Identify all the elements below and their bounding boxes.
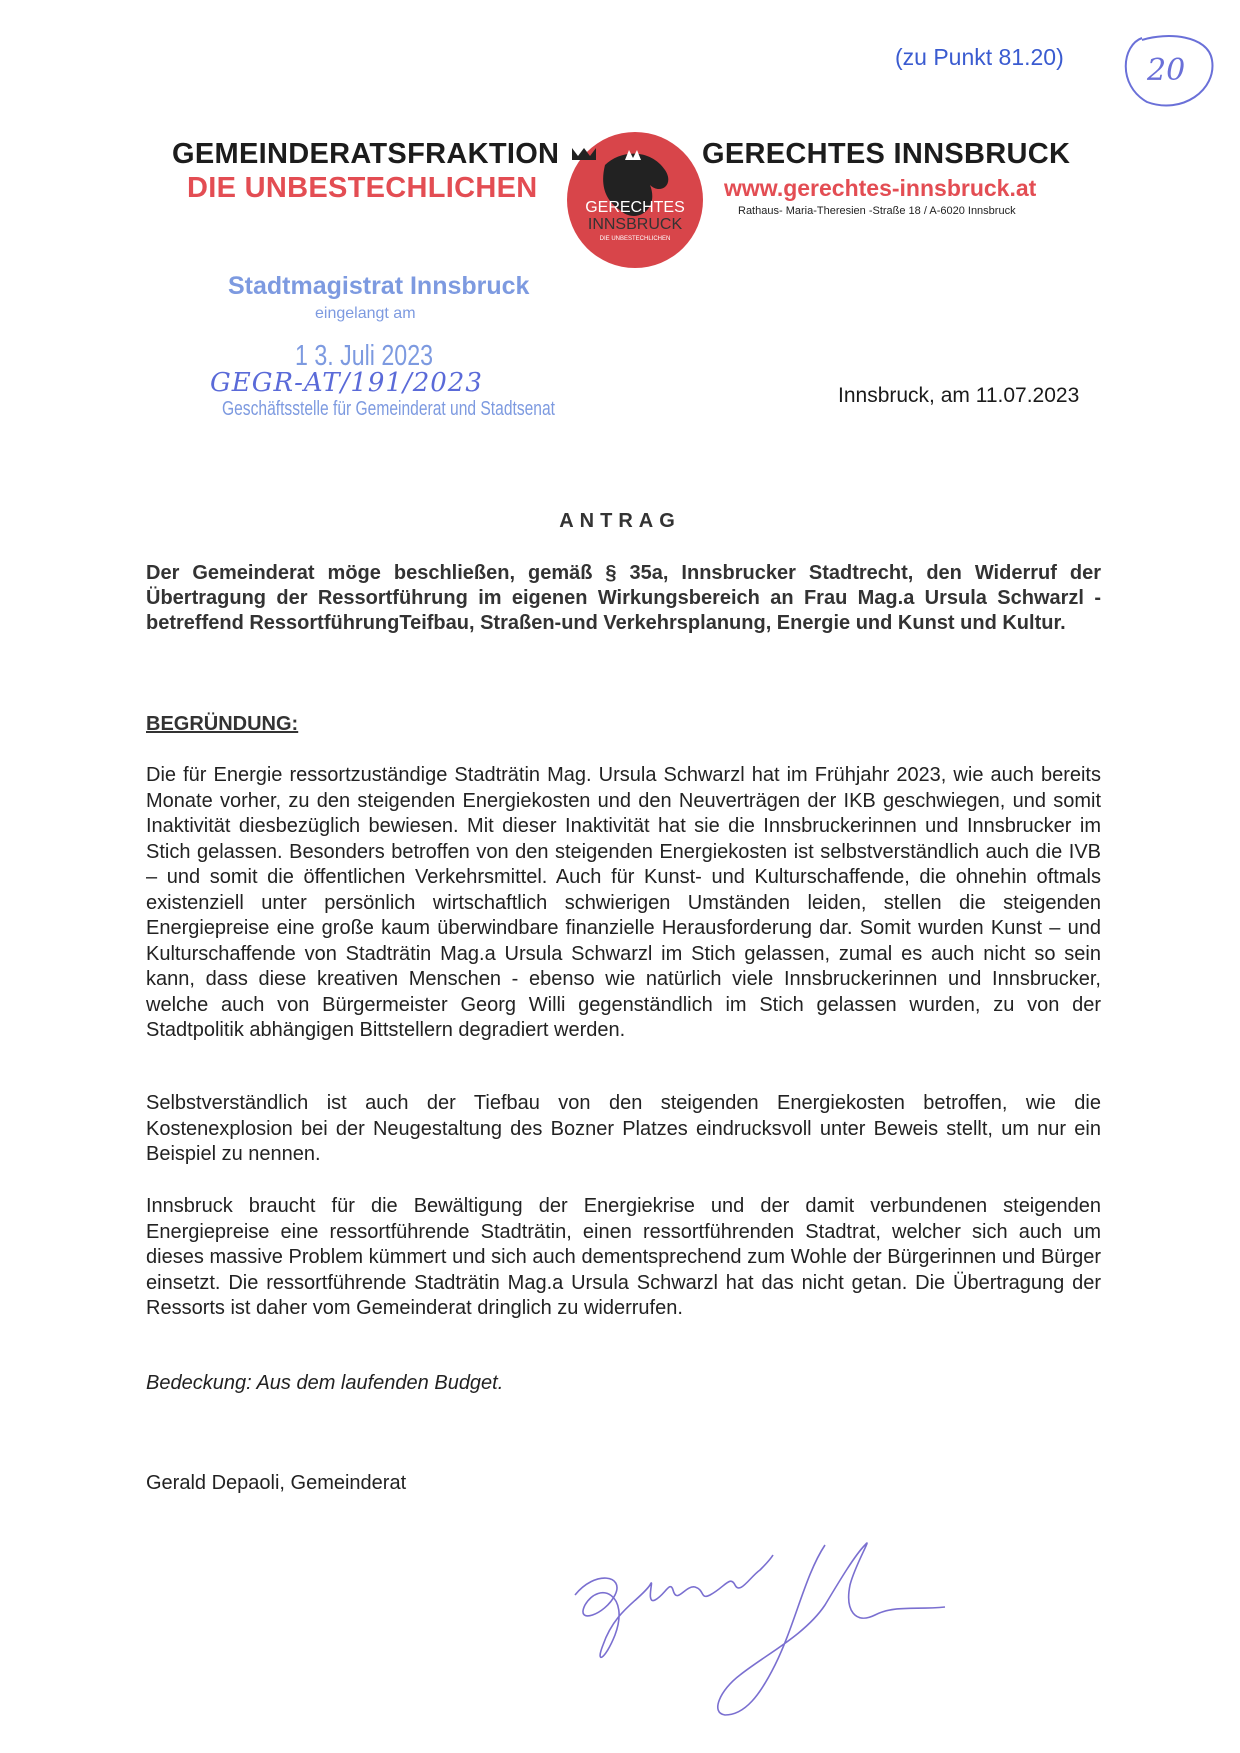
party-website: www.gerechtes-innsbruck.at — [724, 175, 1037, 201]
justification-paragraph-1: Die für Energie ressortzuständige Stadträtin Mag. Ursula Schwarzl hat im Frühjahr 2023, wie auch bereits Monate vorher, zu den steigenden Energiekosten und den Neuverträgen der IKB geschwiegen, und somit Inaktivität diesbezüglich bewiesen. Mit dieser Inaktivität hat sie die Innsbruckerinnen und Innsbrucker im Stich gelassen. Besonders betroffen von den steigenden Energiekosten ist selbstverständlich auch die IVB – und somit die öffentlichen Verkehrsmittel. Auch für Kunst- und Kulturschaffende, die ohnehin oftmals existenziell unter persönlich wirtschaftlich schwierigen Umständen leiden, stellen die steigenden Energiepreise eine große kaum überwindbare finanzielle Herausforderung dar. Somit wurden Kunst – und Kulturschaffende von Stadträtin Mag.a Ursula Schwarzl im Stich gelassen, zumal es auch nicht so sein kann, dass diese kreativen Menschen - ebenso wie natürlich viele Innsbruckerinnen und Innsbrucker, welche auch von Bürgermeister Georg Willi gegenständlich im Stich gelassen wurden, zu von der Stadtpolitik abhängigen Bittstellern degradiert werden. — [146, 764, 1101, 1041]
circled-number-annotation — [1112, 30, 1222, 110]
party-name: GERECHTES INNSBRUCK — [702, 138, 1071, 170]
motion-text: Der Gemeinderat möge beschließen, gemäß § 35a, Innsbrucker Stadtrecht, den Widerruf der Übertragung der Ressortführung im eigenen Wirkungsbereich an Frau Mag.a Ursula Schwarzl - betreffend RessortführungTeifbau, Straßen-und Verkehrsplanung, Energie und Kunst und Kultur. — [146, 562, 1101, 634]
justification-heading: BEGRÜNDUNG: — [146, 713, 299, 735]
logo-text-line3: DIE UNBESTECHLICHEN — [599, 236, 671, 242]
handwritten-signature — [555, 1515, 975, 1735]
logo-text-line1: GERECHTES — [585, 199, 685, 216]
stamp-date: 1 3. Juli 2023 — [295, 340, 434, 372]
stamp-office: Stadtmagistrat Innsbruck — [228, 272, 530, 300]
justification-paragraph-2: Selbstverständlich ist auch der Tiefbau von den steigenden Energiekosten betroffen, wie die Kostenexplosion bei der Neugestaltung des Bozner Platzes eindrucksvoll unter Beweis stellt, um nur ein Beispiel zu nennen. — [146, 1092, 1101, 1165]
signatory-name: Gerald Depaoli, Gemeinderat — [146, 1472, 407, 1494]
faction-subtitle: DIE UNBESTECHLICHEN — [187, 172, 538, 204]
faction-title: GEMEINDERATSFRAKTION — [172, 138, 560, 170]
place-and-date: Innsbruck, am 11.07.2023 — [838, 384, 1080, 407]
party-address: Rathaus- Maria-Theresien -Straße 18 / A-6020 Innsbruck — [738, 205, 1016, 217]
agenda-reference: (zu Punkt 81.20) — [895, 44, 1064, 70]
party-logo — [565, 130, 705, 270]
budget-coverage: Bedeckung: Aus dem laufenden Budget. — [146, 1372, 504, 1394]
document-title: ANTRAG — [559, 510, 681, 532]
stamp-received-label: eingelangt am — [315, 305, 416, 322]
logo-text-line2: INNSBRUCK — [587, 216, 683, 233]
justification-paragraph-3: Innsbruck braucht für die Bewältigung der Energiekrise und der damit verbundenen steigenden Energiepreise eine ressortführende Stadträtin, einen ressortführenden Stadtrat, welcher sich auch um dieses massive Problem kümmert und sich auch dementsprechend zum Wohle der Bürgerinnen und Bürger einsetzt. Die ressortführende Stadträtin Mag.a Ursula Schwarzl hat das nicht getan. Die Übertragung der Ressorts ist daher vom Gemeinderat dringlich zu widerrufen. — [146, 1195, 1101, 1319]
handwritten-number: 20 — [1147, 53, 1186, 88]
stamp-department: Geschäftsstelle für Gemeinderat und Stadtsenat — [222, 398, 555, 420]
stamp-handwritten-reference: GEGR-AT/191/2023 — [210, 368, 483, 398]
